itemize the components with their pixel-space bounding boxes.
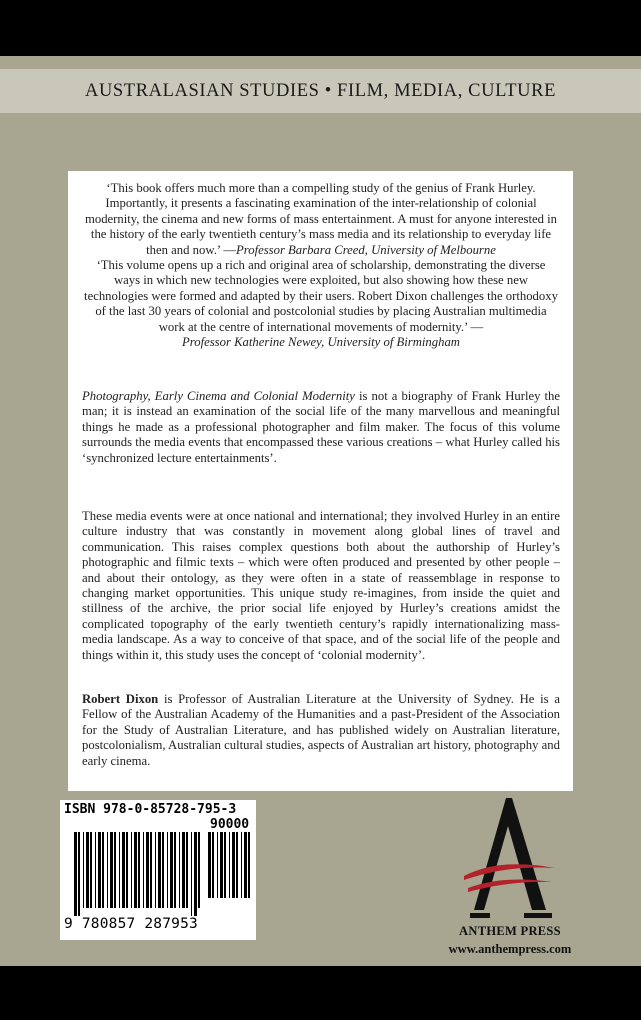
barcode-bar	[98, 832, 101, 908]
barcode-bar	[110, 832, 113, 908]
barcode-bar	[114, 832, 116, 908]
publisher-name: ANTHEM PRESS	[459, 924, 561, 938]
barcode-bar	[143, 832, 144, 908]
barcode-bar	[74, 832, 77, 916]
barcode-bar	[90, 832, 92, 908]
author-bio	[82, 692, 560, 769]
barcode-bars	[74, 832, 202, 916]
barcode-bar	[134, 832, 137, 908]
barcode-bar	[212, 832, 214, 898]
praise-attribution: Professor Katherine Newey, University of Birmingham	[182, 335, 460, 350]
description-paragraph: These media events were at once national and international; they involved Hurley in an entire culture industry that was constantly in movement along global lines of travel and communication. This raises complex questions both about the authorship of Hurley’s photographic and filmic texts – which were often produced and presented by other people – and about their ontology, as they were often in a state of reassemblage in response to changing market opportunities. This unique study re-imagines, from inside the quiet and stillness of the archive, the prior social life enjoyed by Hurley’s creations amidst the complicated topography of the early twentieth century’s rapidly internationalizing mass-media landscape. As a way to conceive of that space, and of the social life of the people and things within it, this study uses the concept of ‘colonial modernity’.	[82, 509, 560, 662]
barcode-bar	[248, 832, 250, 898]
praise-quote-text: ‘This volume opens up a rich and original area of scholarship, demonstrating the diverse ways in which new technologies were exploited, but also showing how these new technologies were formed and adapted by their users. Robert Dixon challenges the orthodoxy of the last 30 years of colonial and postcolonial studies by placing Australian multimedia work at the centre of international movements of modernity.’ —	[84, 258, 558, 334]
barcode-bar	[236, 832, 238, 898]
barcode-bar	[138, 832, 140, 908]
barcode-bar	[167, 832, 168, 908]
barcode-bar	[86, 832, 89, 908]
back-cover	[0, 56, 641, 966]
barcode-bar	[241, 832, 242, 898]
barcode-bar	[170, 832, 173, 908]
barcode-bar	[155, 832, 156, 908]
barcode-bar	[179, 832, 180, 908]
barcode-addon-bars	[208, 832, 252, 906]
barcode-bar	[194, 832, 197, 916]
author-bio-text: is Professor of Australian Literature at the University of Sydney. He is a Fellow of the Australian Academy of the Humanities and a past-President of the Association for the Study of Australian Literature, and has published widely on Australian literature, postcolonialism, Australian cultural studies, aspects of Australian art history, photography and early cinema.	[82, 692, 560, 768]
price-code: 90000	[210, 817, 250, 832]
barcode-bar	[174, 832, 176, 908]
description-text: is not a biography of Frank Hurley the man; it is instead an examination of the social life of the many marvellous and meaningful things he made as a professional photographer and film maker. The focus of this volume surrounds the media events that encompassed these various creations – what Hurley called his ‘synchronized lecture entertainments’.	[82, 389, 561, 465]
barcode-bar	[186, 832, 188, 908]
blurb-panel	[68, 171, 573, 791]
author-name: Robert Dixon	[82, 692, 159, 706]
barcode-bar	[122, 832, 125, 908]
barcode-bar	[119, 832, 120, 908]
barcode-bar	[78, 832, 80, 916]
anthem-press-logo-icon	[462, 792, 557, 920]
isbn-label: ISBN 978-0-85728-795-3	[64, 802, 237, 817]
barcode-bar	[220, 832, 223, 898]
barcode-bar	[232, 832, 235, 898]
barcode-bar	[229, 832, 230, 898]
barcode-bar	[95, 832, 96, 908]
series-band	[0, 69, 641, 113]
book-title: Photography, Early Cinema and Colonial Modernity	[82, 389, 355, 403]
barcode-bar	[150, 832, 152, 908]
barcode-bar	[198, 832, 200, 908]
barcode-bar	[131, 832, 132, 908]
barcode-bar	[102, 832, 104, 908]
barcode-bar	[208, 832, 211, 898]
praise-quote	[82, 181, 560, 258]
series-title: AUSTRALASIAN STUDIES • FILM, MEDIA, CULTURE	[85, 80, 556, 101]
barcode-bar	[217, 832, 218, 898]
barcode-bar	[146, 832, 149, 908]
barcode-bar	[162, 832, 164, 908]
description-paragraph	[82, 389, 560, 466]
barcode-bar	[191, 832, 192, 916]
barcode-bar	[182, 832, 185, 908]
barcode-bar	[158, 832, 161, 908]
praise-attribution: Professor Barbara Creed, University of Melbourne	[236, 242, 496, 257]
barcode-bar	[107, 832, 108, 908]
isbn-barcode	[60, 800, 256, 940]
barcode-bar	[224, 832, 226, 898]
ean-digits: 9 780857 287953	[64, 916, 198, 932]
barcode-bar	[126, 832, 128, 908]
praise-quote	[82, 258, 560, 350]
praise-quote-text: ‘This book offers much more than a compelling study of the genius of Frank Hurley. Importantly, it presents a fascinating examination of the inter-relationship of colonial modernity, the cinema and new forms of mass entertainment. A must for anyone interested in the history of the early twentieth century’s mass media and its relationship to everyday life then and now.’ —	[84, 181, 557, 257]
publisher-url: www.anthempress.com	[448, 942, 572, 956]
barcode-bar	[83, 832, 84, 908]
barcode-bar	[244, 832, 247, 898]
